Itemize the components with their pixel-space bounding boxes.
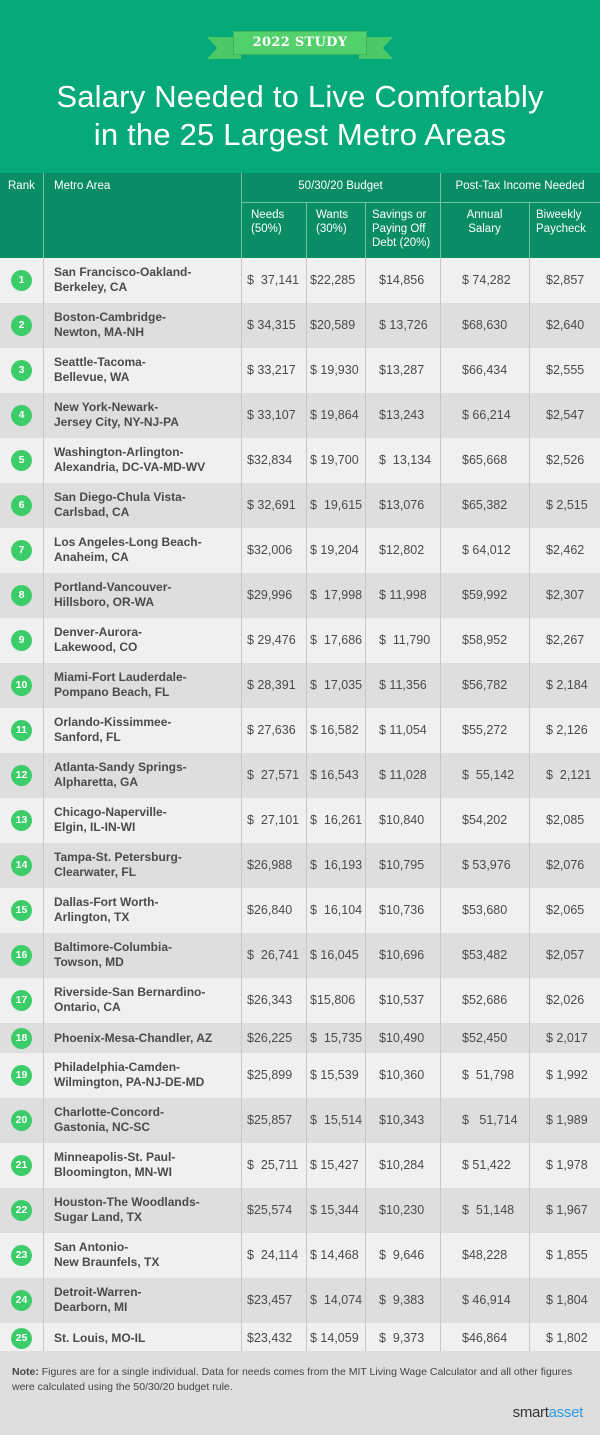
table-row [0, 663, 600, 708]
title-line-2: in the 25 Largest Metro Areas [93, 117, 507, 152]
biweekly-value: $ 2,515 [546, 498, 588, 512]
annual-value: $48,228 [462, 1248, 508, 1262]
wants-value: $ 17,035 [310, 678, 363, 692]
rank-badge: 19 [11, 1065, 32, 1086]
biweekly-value: $2,462 [546, 543, 585, 557]
needs-value: $26,988 [247, 858, 293, 872]
needs-value: $ 33,217 [247, 363, 296, 377]
wants-value: $ 15,539 [310, 1068, 359, 1082]
savings-value: $10,840 [379, 813, 425, 827]
annual-value: $54,202 [462, 813, 508, 827]
savings-value: $13,243 [379, 408, 425, 422]
biweekly-value: $2,640 [546, 318, 585, 332]
title-line-1: Salary Needed to Live Comfortably [56, 79, 544, 114]
savings-value: $10,795 [379, 858, 425, 872]
wants-value: $ 19,864 [310, 408, 359, 422]
needs-value: $ 27,101 [247, 813, 300, 827]
table-row [0, 618, 600, 663]
metro-area: New York-Newark- Jersey City, NY-NJ-PA [54, 400, 179, 429]
metro-area: Washington-Arlington- Alexandria, DC-VA-MD-WV [54, 445, 206, 474]
table-row [0, 483, 600, 528]
footer [0, 1351, 600, 1435]
header-biweekly: Biweekly Paycheck [536, 209, 586, 235]
metro-area: Portland-Vancouver- Hillsboro, OR-WA [54, 580, 172, 609]
rank-badge: 12 [11, 765, 32, 786]
metro-area: San Antonio- New Braunfels, TX [54, 1240, 160, 1269]
savings-value: $ 11,998 [379, 588, 427, 602]
annual-value: $46,864 [462, 1330, 508, 1345]
table-row [0, 258, 600, 303]
annual-value: $ 64,012 [462, 543, 511, 557]
annual-value: $ 51,714 [462, 1113, 518, 1127]
biweekly-value: $2,526 [546, 453, 585, 467]
needs-value: $ 33,107 [247, 408, 296, 422]
needs-value: $26,343 [247, 993, 293, 1007]
metro-area: Phoenix-Mesa-Chandler, AZ [54, 1031, 213, 1045]
wants-value: $ 19,204 [310, 543, 359, 557]
needs-value: $32,834 [247, 453, 293, 467]
table-row [0, 1233, 600, 1278]
header-savings: Savings or Paying Off Debt (20%) [372, 209, 431, 249]
metro-area: Detroit-Warren- Dearborn, MI [54, 1285, 142, 1314]
biweekly-value: $ 1,967 [546, 1203, 588, 1217]
wants-value: $ 19,700 [310, 453, 359, 467]
metro-area: Orlando-Kissimmee- Sanford, FL [54, 715, 172, 744]
wants-value: $ 16,045 [310, 948, 359, 962]
table-row [0, 708, 600, 753]
savings-value: $ 9,383 [379, 1293, 425, 1307]
wants-value: $ 16,261 [310, 813, 363, 827]
savings-value: $10,696 [379, 948, 425, 962]
header-metro: Metro Area [54, 180, 111, 192]
metro-area: Houston-The Woodlands- Sugar Land, TX [54, 1195, 200, 1224]
table-row [0, 1023, 600, 1053]
metro-area: San Diego-Chula Vista- Carlsbad, CA [54, 490, 186, 519]
metro-area: Tampa-St. Petersburg- Clearwater, FL [54, 850, 182, 879]
needs-value: $ 37,141 [247, 273, 300, 287]
table-row [0, 933, 600, 978]
needs-value: $32,006 [247, 543, 293, 557]
savings-value: $ 9,646 [379, 1248, 425, 1262]
table-row [0, 1188, 600, 1233]
annual-value: $ 46,914 [462, 1293, 511, 1307]
table-row [0, 393, 600, 438]
table-row [0, 978, 600, 1023]
table-row [0, 1053, 600, 1098]
wants-value: $ 15,735 [310, 1030, 363, 1045]
biweekly-value: $ 1,855 [546, 1248, 588, 1262]
needs-value: $ 34,315 [247, 318, 296, 332]
wants-value: $ 14,059 [310, 1330, 359, 1345]
rank-badge: 6 [11, 495, 32, 516]
savings-value: $10,736 [379, 903, 425, 917]
metro-area: Baltimore-Columbia- Towson, MD [54, 940, 173, 969]
wants-value: $ 19,930 [310, 363, 359, 377]
table-row [0, 753, 600, 798]
rank-badge: 8 [11, 585, 32, 606]
annual-value: $52,686 [462, 993, 508, 1007]
rank-badge: 14 [11, 855, 32, 876]
needs-value: $ 25,711 [247, 1158, 299, 1172]
wants-value: $ 16,582 [310, 723, 359, 737]
wants-value: $ 15,514 [310, 1113, 363, 1127]
biweekly-value: $2,857 [546, 273, 585, 287]
biweekly-value: $2,547 [546, 408, 585, 422]
annual-value: $68,630 [462, 318, 508, 332]
table-row [0, 348, 600, 393]
wants-value: $15,806 [310, 993, 356, 1007]
needs-value: $ 32,691 [247, 498, 296, 512]
savings-value: $10,230 [379, 1203, 425, 1217]
wants-value: $ 19,615 [310, 498, 363, 512]
table-row [0, 573, 600, 618]
wants-value: $ 15,427 [310, 1158, 359, 1172]
rank-badge: 15 [11, 900, 32, 921]
annual-value: $53,680 [462, 903, 508, 917]
metro-area: Minneapolis-St. Paul- Bloomington, MN-WI [54, 1150, 176, 1179]
needs-value: $ 29,476 [247, 633, 296, 647]
needs-value: $ 26,741 [247, 948, 300, 962]
annual-value: $ 66,214 [462, 408, 511, 422]
rank-badge: 5 [11, 450, 32, 471]
annual-value: $59,992 [462, 588, 508, 602]
table-row [0, 1098, 600, 1143]
table-row [0, 888, 600, 933]
rank-badge: 13 [11, 810, 32, 831]
rank-badge: 1 [11, 270, 32, 291]
biweekly-value: $ 1,978 [546, 1158, 588, 1172]
annual-value: $53,482 [462, 948, 508, 962]
header-annual: Annual Salary [466, 209, 503, 235]
savings-value: $ 11,028 [379, 768, 427, 782]
biweekly-value: $2,057 [546, 948, 585, 962]
metro-area: St. Louis, MO-IL [54, 1331, 146, 1345]
annual-value: $65,382 [462, 498, 508, 512]
header-group-budget: 50/30/20 Budget [298, 180, 383, 192]
metro-area: Denver-Aurora- Lakewood, CO [54, 625, 143, 654]
metro-area: Riverside-San Bernardino- Ontario, CA [54, 985, 206, 1014]
page-title [0, 78, 600, 154]
metro-area: Los Angeles-Long Beach- Anaheim, CA [54, 535, 202, 564]
rank-badge: 16 [11, 945, 32, 966]
biweekly-value: $2,026 [546, 993, 585, 1007]
wants-value: $ 14,468 [310, 1248, 359, 1262]
header-needs: Needs (50%) [251, 209, 285, 235]
savings-value: $13,076 [379, 498, 425, 512]
needs-value: $26,840 [247, 903, 293, 917]
needs-value: $ 28,391 [247, 678, 296, 692]
study-badge: 2022 STUDY [233, 31, 367, 55]
biweekly-value: $2,076 [546, 858, 585, 872]
rank-badge: 20 [11, 1110, 32, 1131]
needs-value: $29,996 [247, 588, 293, 602]
savings-value: $10,490 [379, 1030, 425, 1045]
savings-value: $10,284 [379, 1158, 425, 1172]
wants-value: $ 16,104 [310, 903, 363, 917]
table-row [0, 1278, 600, 1323]
biweekly-value: $2,065 [546, 903, 585, 917]
rank-badge: 21 [11, 1155, 32, 1176]
table-row [0, 1143, 600, 1188]
wants-value: $ 17,686 [310, 633, 363, 647]
table-row [0, 528, 600, 573]
annual-value: $65,668 [462, 453, 508, 467]
metro-area: Charlotte-Concord- Gastonia, NC-SC [54, 1105, 164, 1134]
savings-value: $10,343 [379, 1113, 425, 1127]
footnote: Note: Figures are for a single individual. Data for needs comes from the MIT Living Wage Calculator and all other figures were calculated using the 50/30/20 budget rule. [12, 1366, 573, 1393]
biweekly-value: $ 1,802 [546, 1330, 588, 1345]
annual-value: $55,272 [462, 723, 508, 737]
annual-value: $ 51,798 [462, 1068, 515, 1082]
metro-area: Boston-Cambridge- Newton, MA-NH [54, 310, 166, 339]
table-row [0, 303, 600, 348]
header-wants: Wants (30%) [316, 209, 349, 235]
needs-value: $26,225 [247, 1030, 293, 1045]
biweekly-value: $2,267 [546, 633, 585, 647]
annual-value: $58,952 [462, 633, 508, 647]
biweekly-value: $2,085 [546, 813, 585, 827]
annual-value: $ 53,976 [462, 858, 511, 872]
rank-badge: 23 [11, 1245, 32, 1266]
rank-badge: 9 [11, 630, 32, 651]
metro-area: Miami-Fort Lauderdale- Pompano Beach, FL [54, 670, 187, 699]
hero-header [0, 0, 600, 173]
biweekly-value: $ 1,804 [546, 1293, 588, 1307]
rank-badge: 10 [11, 675, 32, 696]
savings-value: $ 13,726 [379, 318, 428, 332]
needs-value: $ 27,571 [247, 768, 300, 782]
table-row [0, 1323, 600, 1353]
savings-value: $14,856 [379, 273, 425, 287]
biweekly-value: $ 2,184 [546, 678, 588, 692]
needs-value: $ 24,114 [247, 1248, 299, 1262]
table-row [0, 798, 600, 843]
biweekly-value: $ 1,989 [546, 1113, 588, 1127]
annual-value: $56,782 [462, 678, 508, 692]
rank-badge: 25 [11, 1328, 32, 1349]
biweekly-value: $ 2,017 [546, 1030, 588, 1045]
table-row [0, 438, 600, 483]
savings-value: $10,537 [379, 993, 425, 1007]
table-row [0, 843, 600, 888]
wants-value: $ 14,074 [310, 1293, 363, 1307]
annual-value: $66,434 [462, 363, 508, 377]
wants-value: $22,285 [310, 273, 356, 287]
savings-value: $13,287 [379, 363, 425, 377]
annual-value: $52,450 [462, 1030, 508, 1045]
biweekly-value: $2,555 [546, 363, 585, 377]
needs-value: $23,457 [247, 1293, 293, 1307]
biweekly-value: $2,307 [546, 588, 585, 602]
savings-value: $10,360 [379, 1068, 425, 1082]
needs-value: $23,432 [247, 1330, 293, 1345]
rank-badge: 7 [11, 540, 32, 561]
savings-value: $ 11,356 [379, 678, 427, 692]
metro-area: Seattle-Tacoma- Bellevue, WA [54, 355, 146, 384]
wants-value: $20,589 [310, 318, 356, 332]
rank-badge: 24 [11, 1290, 32, 1311]
savings-value: $ 11,054 [379, 723, 427, 737]
wants-value: $ 17,998 [310, 588, 363, 602]
biweekly-value: $ 2,126 [546, 723, 588, 737]
rank-badge: 3 [11, 360, 32, 381]
rank-badge: 17 [11, 990, 32, 1011]
metro-area: Philadelphia-Camden- Wilmington, PA-NJ-DE-MD [54, 1060, 205, 1089]
annual-value: $ 74,282 [462, 273, 511, 287]
rank-badge: 4 [11, 405, 32, 426]
smartasset-logo: smartasset [512, 1404, 583, 1421]
annual-value: $ 55,142 [462, 768, 515, 782]
biweekly-value: $ 1,992 [546, 1068, 588, 1082]
annual-value: $ 51,422 [462, 1158, 511, 1172]
needs-value: $ 27,636 [247, 723, 296, 737]
savings-value: $ 11,790 [379, 633, 431, 647]
wants-value: $ 16,543 [310, 768, 359, 782]
rank-badge: 2 [11, 315, 32, 336]
table-header [0, 173, 600, 258]
needs-value: $25,857 [247, 1113, 293, 1127]
metro-area: Dallas-Fort Worth- Arlington, TX [54, 895, 159, 924]
rank-badge: 18 [11, 1028, 32, 1049]
biweekly-value: $ 2,121 [546, 768, 592, 782]
metro-area: Atlanta-Sandy Springs- Alpharetta, GA [54, 760, 187, 789]
header-rank: Rank [8, 180, 35, 192]
savings-value: $12,802 [379, 543, 425, 557]
savings-value: $ 9,373 [379, 1330, 425, 1345]
needs-value: $25,574 [247, 1203, 293, 1217]
metro-area: Chicago-Naperville- Elgin, IL-IN-WI [54, 805, 167, 834]
metro-area: San Francisco-Oakland- Berkeley, CA [54, 265, 192, 294]
study-ribbon [207, 30, 393, 60]
rank-badge: 22 [11, 1200, 32, 1221]
annual-value: $ 51,148 [462, 1203, 515, 1217]
savings-value: $ 13,134 [379, 453, 432, 467]
header-group-income: Post-Tax Income Needed [455, 180, 585, 192]
wants-value: $ 16,193 [310, 858, 363, 872]
wants-value: $ 15,344 [310, 1203, 359, 1217]
needs-value: $25,899 [247, 1068, 293, 1082]
rank-badge: 11 [11, 720, 32, 741]
